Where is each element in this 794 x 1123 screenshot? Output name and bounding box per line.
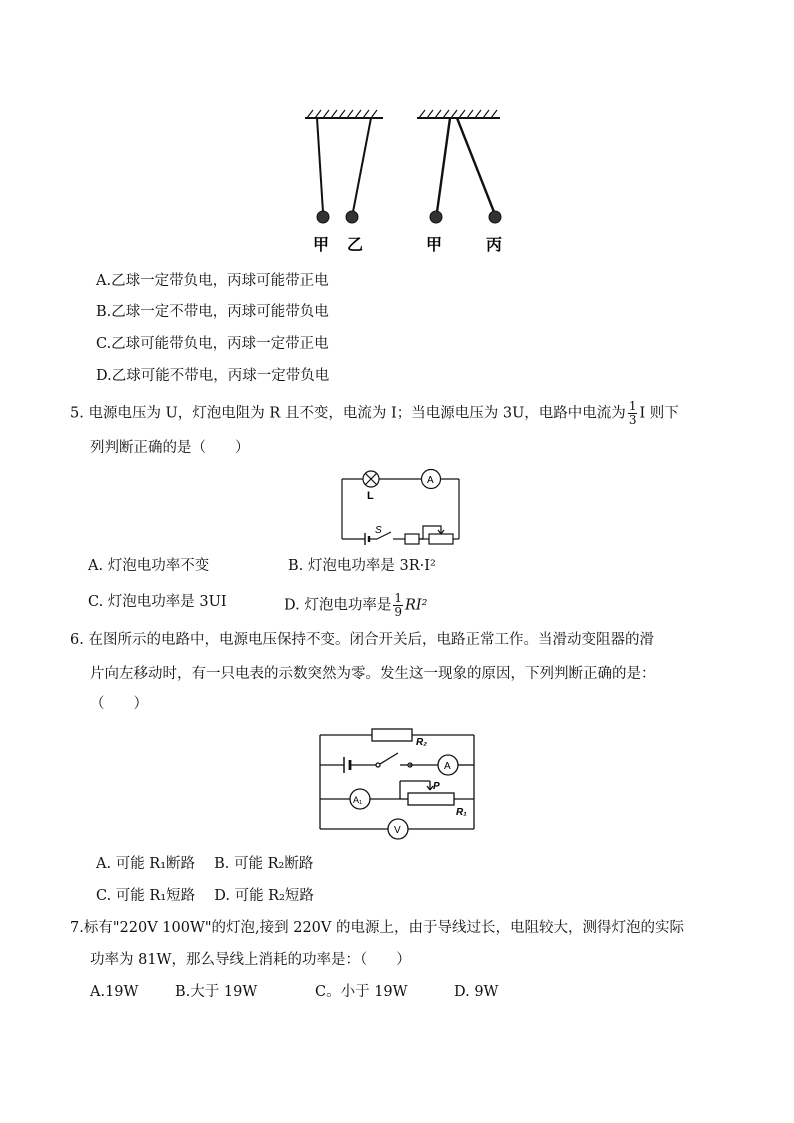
q6-options-line2: C. 可能 R₁短路 D. 可能 R₂短路 xyxy=(96,888,314,904)
q7-stem-line2: 功率为 81W，那么导线上消耗的功率是：（ ） xyxy=(90,952,411,968)
ball-label-yi: 乙 xyxy=(347,237,364,254)
q4-option-d: D.乙球可能不带电，丙球一定带负电 xyxy=(96,368,330,384)
q6-stem-text1: 在图所示的电路中，电源电压保持不变。闭合开关后，电路正常工作。当滑动变阻器的滑 xyxy=(88,632,654,648)
ball-label-bing: 丙 xyxy=(486,237,503,254)
q4-option-c: C.乙球可能带负电，丙球一定带正电 xyxy=(96,336,329,352)
q5-circuit-diagram xyxy=(335,464,467,550)
q5-switch-label: S xyxy=(375,525,382,536)
q6-voltmeter-label: V xyxy=(394,825,401,836)
q6-number: 6. xyxy=(70,632,84,648)
q6-r1-label: R₁ xyxy=(456,807,467,818)
q7-option-c: C。小于 19W xyxy=(315,984,408,1000)
q7-stem-line1 xyxy=(70,918,684,938)
q4-option-b: B.乙球一定不带电，丙球可能带负电 xyxy=(96,304,329,320)
q5-option-d xyxy=(284,592,427,619)
q5-lamp-label: L xyxy=(367,490,374,502)
q6-r2-label: R₂ xyxy=(416,737,428,748)
q7-option-a: A.19W xyxy=(90,984,139,1000)
q6-stem-line3: （ ） xyxy=(90,696,148,712)
q4-option-a: A.乙球一定带负电，丙球可能带正电 xyxy=(96,273,329,289)
q5-option-c: C. 灯泡电功率是 3UI xyxy=(88,594,227,610)
pendulum-figure xyxy=(295,108,525,258)
q5-stem-a: 电源电压为 U，灯泡电阻为 R 且不变，电流为 I；当电源电压为 3U，电路中电流为 xyxy=(88,405,626,422)
q6-options-line1: A. 可能 R₁断路 B. 可能 R₂断路 xyxy=(96,856,314,872)
q6-slider-label: P xyxy=(433,781,440,792)
q5-option-d-suffix: RI² xyxy=(404,597,428,614)
q5-stem-line2: 列判断正确的是（ ） xyxy=(90,440,250,456)
q5-fraction: $\frac{1}{3}$ xyxy=(628,399,637,427)
q5-option-b: B. 灯泡电功率是 3R·I² xyxy=(288,558,436,574)
q5-number: 5. xyxy=(70,405,84,422)
q6-circuit-diagram xyxy=(314,723,480,843)
q5-option-d-prefix: D. 灯泡电功率是 xyxy=(284,597,392,614)
q5-ammeter-label: A xyxy=(427,475,434,486)
q7-option-d: D. 9W xyxy=(454,984,499,1000)
q5-stem-b: I 则下 xyxy=(639,405,679,422)
q7-stem-text1: 标有"220V 100W"的灯泡,接到 220V 的电源上，由于导线过长，电阻较大，测得灯泡的实际 xyxy=(83,920,684,936)
q6-ammeter1-label: A₁ xyxy=(353,795,363,805)
ball-label-jia-2: 甲 xyxy=(426,237,443,254)
q5-stem-line1 xyxy=(70,400,679,427)
q6-ammeter-label: A xyxy=(444,761,451,772)
q7-option-b: B.大于 19W xyxy=(175,984,258,1000)
q7-number: 7. xyxy=(70,920,84,936)
q5-option-d-fraction: $\frac{1}{9}$ xyxy=(394,591,402,619)
ball-label-jia-1: 甲 xyxy=(313,237,330,254)
q5-option-a: A. 灯泡电功率不变 xyxy=(88,558,210,574)
q6-stem-line2: 片向左移动时，有一只电表的示数突然为零。发生这一现象的原因，下列判断正确的是： xyxy=(90,666,656,682)
q6-stem-line1 xyxy=(70,630,654,650)
